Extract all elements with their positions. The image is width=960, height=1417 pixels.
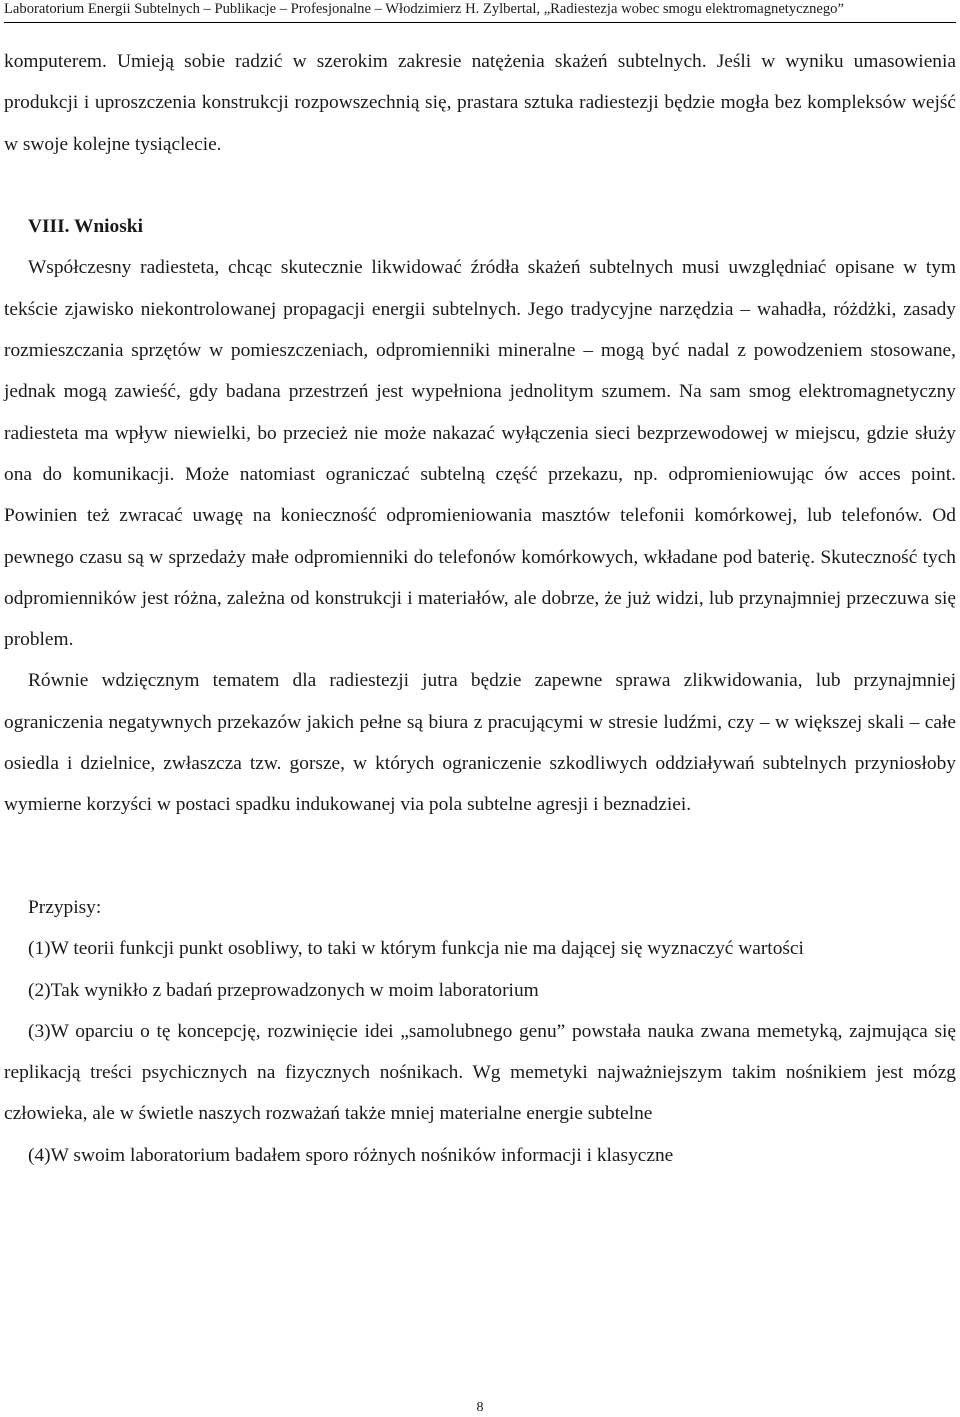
running-header (4, 0, 956, 23)
footnote-item: (3)W oparciu o tę koncepcję, rozwinięcie idei „samolubnego genu” powstała nauka zwana memetyką, zajmująca się replikacją treści psychicznych na fizycznych nośnikach. Wg memetyki najważniejszym takim nośnikiem jest mózg człowieka, ale w świetle naszych rozważań także mniej materialne energie subtelne (4, 1020, 956, 1125)
paragraph-gap (4, 165, 956, 206)
intro-paragraph: komputerem. Umieją sobie radzić w szerokim zakresie natężenia skażeń subtelnych. Jeśli w wyniku umasowienia produkcji i uproszczenia konstrukcji rozpowszechnią się, prastara sztuka radiestezji będzie mogła bez kompleksów wejść w swoje kolejne tysiąclecie. (4, 51, 956, 155)
section-heading: VIII. Wnioski (28, 216, 143, 238)
conclusion-paragraph: Równie wdzięcznym tematem dla radiestezji jutra będzie zapewne sprawa zlikwidowania, lub przynajmniej ograniczenia negatywnych przekazów jakich pełne są biura z pracującymi w stresie ludźmi, czy – w większej skali – całe osiedla i dzielnice, zwłaszcza tzw. gorsze, w których ograniczenie szkodliwych oddziaływań subtelnych przyniosłoby wymierne korzyści w postaci spadku indukowanej via pola subtelne agresji i beznadziei. (4, 670, 956, 816)
conclusion-paragraph: Współczesny radiesteta, chcąc skutecznie likwidować źródła skażeń subtelnych musi uwzględniać opisane w tym tekście zjawisko niekontrolowanej propagacji energii subtelnych. Jego tradycyjne narzędzia – wahadła, różdżki, zasady rozmieszczania sprzętów w pomieszczeniach, odpromienniki mineralne – mogą być nadal z powodzeniem stosowane, jednak mogą zawieść, gdy badana przestrzeń jest wypełniona jednolitym szumem. Na sam smog elektromagnetyczny radiesteta ma wpływ niewielki, bo przecież nie może nakazać wyłączenia sieci bezprzewodowej w miejscu, gdzie służy ona do komunikacji. Może natomiast ograniczać subtelną część przekazu, np. odpromieniowując ów acces point. Powinien też zwracać uwagę na konieczność odpromieniowania masztów telefonii komórkowej, lub telefonów. Od pewnego czasu są w sprzedaży małe odpromienniki do telefonów komórkowych, wkładane pod baterię. Skuteczność tych odpromienników jest różna, zależna od konstrukcji i materiałów, ale dobrze, że już widzi, lub przynajmniej przeczuwa się problem. (4, 257, 956, 651)
paragraph-gap (4, 867, 956, 887)
page-number: 8 (476, 1400, 484, 1415)
paragraph-gap (4, 826, 956, 867)
running-title: Laboratorium Energii Subtelnych – Publikacje – Profesjonalne – Włodzimierz H. Zylbertal, „Radiestezja wobec smogu elektromagnetycznego” (4, 1, 844, 17)
page-body (4, 41, 956, 1176)
footnotes-title: Przypisy: (28, 896, 102, 918)
footnote-item: (4)W swoim laboratorium badałem sporo różnych nośników informacji i klasyczne (28, 1144, 674, 1166)
footnote-item: (1)W teorii funkcji punkt osobliwy, to taki w którym funkcja nie ma dającej się wyznaczyć wartości (28, 938, 804, 960)
footnote-item: (2)Tak wynikło z badań przeprowadzonych w moim laboratorium (28, 979, 539, 1001)
